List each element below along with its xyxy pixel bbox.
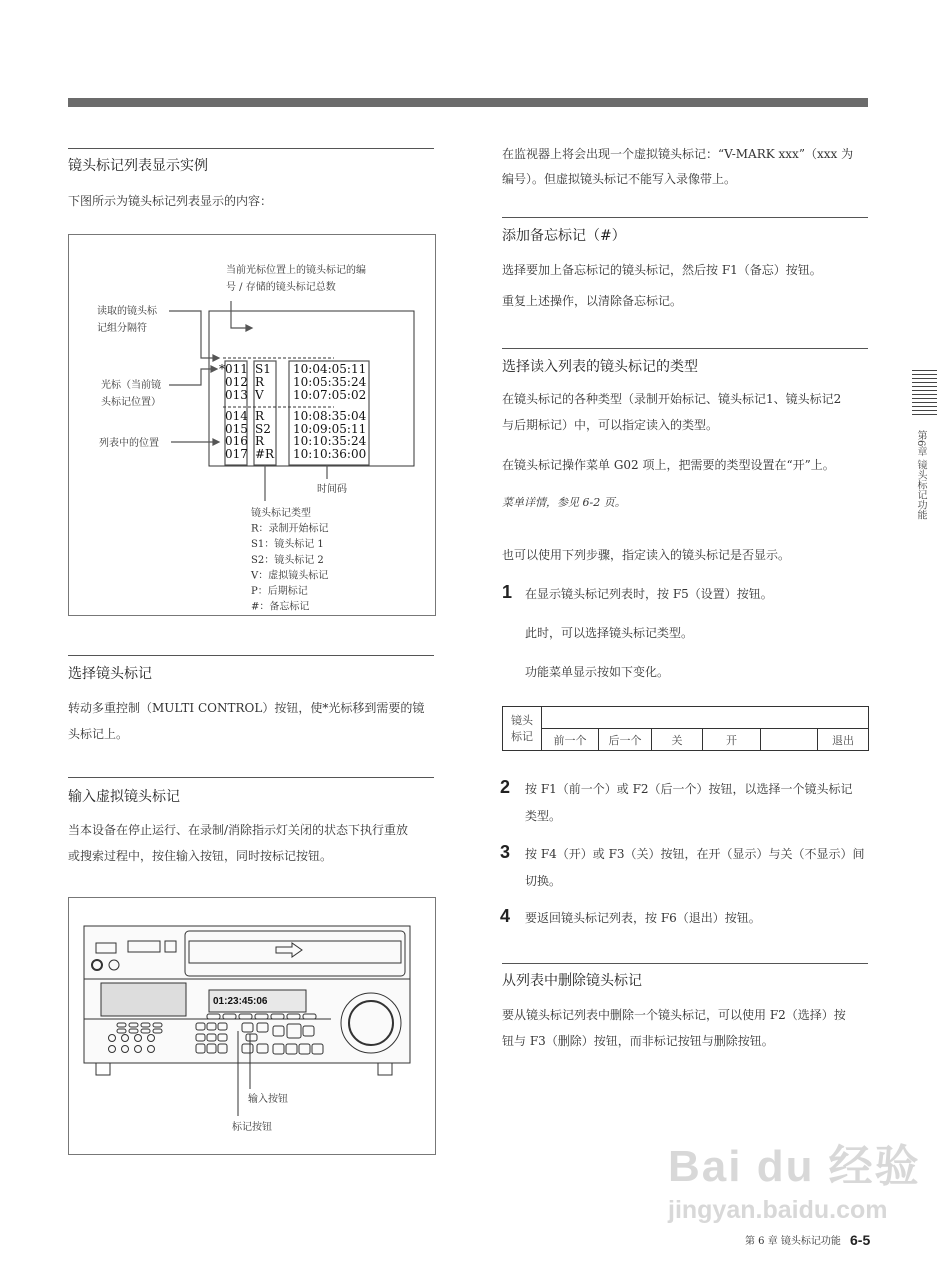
label-position: 列表中的位置 — [99, 438, 159, 449]
step-number: 3 — [500, 842, 511, 862]
paragraph: 与后期标记）中，可以指定读入的类型。 — [502, 418, 719, 432]
fn-cell-f6: 退出 — [818, 729, 869, 751]
divider — [502, 963, 868, 964]
paragraph: 在镜头标记操作菜单 G02 项上，把需要的类型设置在“开”上。 — [502, 458, 835, 472]
paragraph: 当本设备在停止运行、在录制/消除指示灯关闭的状态下执行重放 — [68, 823, 409, 837]
marker-row-tc: 10:10:36:00 — [293, 447, 367, 461]
step-text: 此时，可以选择镜头标记类型。 — [525, 626, 694, 640]
marker-type-legend-item: S1：镜头标记 1 — [251, 539, 324, 551]
label-current-number-2: 号 / 存储的镜头标记总数 — [226, 282, 336, 293]
fn-cell-f5 — [761, 729, 818, 751]
footer-chapter: 第 6 章 镜头标记功能 — [745, 1236, 841, 1247]
step-number: 2 — [500, 777, 511, 797]
marker-row-type: R — [255, 434, 265, 448]
marker-row-type: R — [255, 375, 265, 389]
marker-type-legend-item: S2：镜头标记 2 — [251, 554, 324, 566]
section-title: 输入虚拟镜头标记 — [68, 789, 180, 805]
fn-cell-f1: 前一个 — [542, 729, 599, 751]
fn-cell-f2: 后一个 — [599, 729, 652, 751]
label-mark-button: 标记按钮 — [232, 1122, 272, 1133]
paragraph: 或搜索过程中，按住输入按钮，同时按标记按钮。 — [68, 849, 333, 863]
marker-row-type: V — [255, 388, 264, 402]
step-text: 在显示镜头标记列表时，按 F5（设置）按钮。 — [525, 587, 773, 601]
marker-row-type: R — [255, 409, 265, 423]
step-number: 4 — [500, 906, 511, 926]
marker-row-tc: 10:07:05:02 — [293, 388, 367, 402]
section-title: 选择镜头标记 — [68, 666, 152, 682]
marker-row-type: S1 — [255, 362, 271, 376]
fn-cell-f4: 开 — [703, 729, 761, 751]
label-separator-2: 记组分隔符 — [97, 323, 147, 334]
menu-reference-note: 菜单详情，参见 6-2 页。 — [502, 496, 626, 509]
section-title: 添加备忘标记（#） — [502, 228, 626, 244]
paragraph: 钮与 F3（删除）按钮，而非标记按钮与删除按钮。 — [502, 1034, 774, 1048]
marker-row-no: 015 — [225, 422, 248, 436]
label-timecode: 时间码 — [317, 484, 347, 495]
marker-type-legend-item: V：虚拟镜头标记 — [251, 570, 329, 582]
divider — [68, 777, 434, 778]
paragraph: 转动多重控制（MULTI CONTROL）按钮，使*光标移到需要的镜 — [68, 701, 425, 715]
marker-type-legend-item: P：后期标记 — [251, 586, 308, 597]
marker-row-tc: 10:10:35:24 — [293, 434, 367, 448]
vtr-front-panel-figure — [68, 897, 436, 1155]
marker-row-tc: 10:08:35:04 — [293, 409, 367, 423]
paragraph: 下图所示为镜头标记列表显示的内容： — [68, 194, 273, 208]
paragraph: 在监视器上将会出现一个虚拟镜头标记：“V-MARK xxx”（xxx 为 — [502, 147, 854, 161]
label-separator: 读取的镜头标 — [97, 306, 157, 317]
paragraph: 编号）。但虚拟镜头标记不能写入录像带上。 — [502, 172, 737, 186]
divider — [502, 348, 868, 349]
watermark-url: jingyan.baidu.com — [668, 1196, 888, 1224]
paragraph: 头标记上。 — [68, 727, 129, 741]
step-text: 功能菜单显示按如下变化。 — [525, 665, 670, 679]
timecode-display: 01:23:45:06 — [213, 996, 268, 1007]
marker-type-legend-item: 镜头标记类型 — [251, 508, 311, 519]
marker-row-tc: 10:04:05:11 — [293, 362, 367, 376]
marker-row-tc: 10:05:35:24 — [293, 375, 367, 389]
page-number: 6-5 — [850, 1232, 871, 1248]
paragraph: 重复上述操作，以清除备忘标记。 — [502, 294, 683, 308]
label-cursor-2: 头标记位置） — [101, 397, 161, 408]
label-enter-button: 输入按钮 — [248, 1094, 288, 1105]
section-title: 从列表中删除镜头标记 — [502, 973, 642, 989]
fn-label: 标记 — [511, 729, 533, 743]
label-cursor: 光标（当前镜 — [101, 380, 161, 391]
marker-row-type: #R — [255, 447, 275, 461]
fn-cell-f3: 关 — [652, 729, 703, 751]
marker-row-no: 013 — [225, 388, 248, 402]
divider — [68, 148, 434, 149]
watermark-logo: Bai du 经验 — [668, 1142, 921, 1191]
step-text: 切换。 — [525, 874, 562, 888]
divider — [502, 217, 868, 218]
divider — [68, 655, 434, 656]
chapter-side-tab: 第6章 镜头标记功能 — [915, 430, 926, 520]
section-title: 选择读入列表的镜头标记的类型 — [502, 359, 698, 375]
marker-type-legend-item: #：备忘标记 — [251, 601, 310, 613]
marker-row-tc: 10:09:05:11 — [293, 422, 367, 436]
marker-type-legend-item: R：录制开始标记 — [251, 523, 329, 535]
paragraph: 也可以使用下列步骤，指定读入的镜头标记是否显示。 — [502, 548, 791, 562]
paragraph: 选择要加上备忘标记的镜头标记，然后按 F1（备忘）按钮。 — [502, 263, 822, 277]
header-bar — [68, 98, 868, 107]
paragraph: 要从镜头标记列表中删除一个镜头标记，可以使用 F2（选择）按 — [502, 1008, 846, 1022]
marker-row-type: S2 — [255, 422, 271, 436]
marker-row-no: 014 — [225, 409, 248, 423]
section-title: 镜头标记列表显示实例 — [68, 158, 208, 174]
step-text: 类型。 — [525, 809, 562, 823]
marker-row-no: *011 — [219, 362, 248, 376]
step-text: 按 F1（前一个）或 F2（后一个）按钮，以选择一个镜头标记 — [525, 782, 853, 796]
fn-label: 镜头 — [511, 713, 533, 727]
chapter-tab-marker — [912, 370, 937, 416]
marker-row-no: 016 — [225, 434, 248, 448]
step-text: 按 F4（开）或 F3（关）按钮，在开（显示）与关（不显示）间 — [525, 847, 865, 861]
step-text: 要返回镜头标记列表，按 F6（退出）按钮。 — [525, 911, 761, 925]
step-number: 1 — [502, 582, 513, 602]
function-menu-table — [502, 706, 869, 751]
label-current-number: 当前光标位置上的镜头标记的编 — [226, 265, 366, 276]
marker-row-no: 017 — [225, 447, 248, 461]
list-display-diagram — [68, 234, 436, 616]
paragraph: 在镜头标记的各种类型（录制开始标记、镜头标记1、镜头标记2 — [502, 392, 842, 406]
marker-row-no: 012 — [225, 375, 248, 389]
